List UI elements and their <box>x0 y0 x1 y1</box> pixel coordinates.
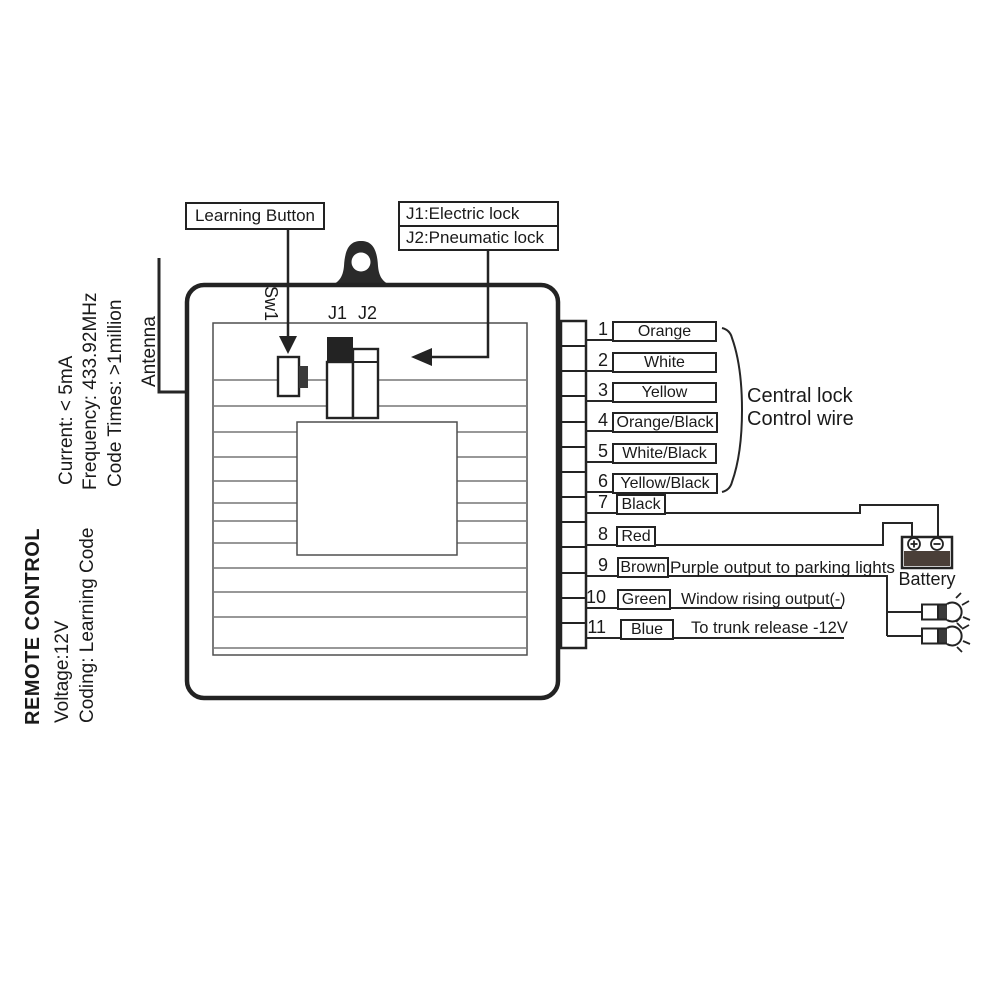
central-lock-brace <box>722 328 742 492</box>
antenna-label: Antenna <box>139 316 160 387</box>
wire-desc-parking-lights: Purple output to parking lights <box>670 558 895 577</box>
wire-label-blue: Blue <box>620 619 674 640</box>
sw1-label: Sw1 <box>261 286 281 322</box>
j2-label: J2 <box>358 303 378 323</box>
wire-num-7: 7 <box>597 492 608 512</box>
learning-button-label: Learning Button <box>194 206 316 225</box>
product-voltage: Voltage:12V <box>52 620 73 723</box>
mounting-tab-icon <box>329 241 393 286</box>
wire-label-red: Red <box>616 526 656 547</box>
j1-jumper <box>327 337 353 418</box>
antenna-wire <box>159 258 185 392</box>
battery-label: Battery <box>898 569 956 589</box>
central-lock-label-line1: Central lock <box>747 385 853 407</box>
wire-label-white-black: White/Black <box>612 443 717 464</box>
wire-num-2: 2 <box>597 350 608 370</box>
wire-num-9: 9 <box>597 555 608 575</box>
wire-num-10: 10 <box>585 587 606 607</box>
j2-jumper <box>353 349 378 418</box>
wire-label-yellow: Yellow <box>612 382 717 403</box>
wire-label-white: White <box>612 352 717 373</box>
wire-num-4: 4 <box>597 410 608 430</box>
jumper-note-line2: J2:Pneumatic lock <box>406 228 544 247</box>
bulb-icon-bottom <box>922 617 970 652</box>
product-coding: Coding: Learning Code <box>77 527 98 723</box>
wire-num-3: 3 <box>597 380 608 400</box>
product-title: REMOTE CONTROL <box>22 528 44 725</box>
wire-num-5: 5 <box>597 441 608 461</box>
jumper-note-line1: J1:Electric lock <box>400 203 557 227</box>
wire-desc-window-rising: Window rising output(-) <box>681 591 846 608</box>
spec-frequency: Frequency: 433.92MHz <box>80 292 101 490</box>
spec-code-times: Code Times: >1million <box>105 299 126 487</box>
wire-label-orange-black: Orange/Black <box>612 412 718 433</box>
wire-label-orange: Orange <box>612 321 717 342</box>
wire-desc-trunk-release: To trunk release -12V <box>691 619 848 637</box>
battery-icon <box>902 537 952 568</box>
wire-num-11: 11 <box>587 617 606 637</box>
wire-label-black: Black <box>616 494 666 515</box>
wire-num-1: 1 <box>597 319 608 339</box>
wire-num-8: 8 <box>597 524 608 544</box>
wire-label-green: Green <box>617 589 671 610</box>
wire-label-yellow-black: Yellow/Black <box>612 473 718 494</box>
j1-label: J1 <box>328 303 348 323</box>
bulb-icon-top <box>922 593 970 628</box>
spec-current: Current: < 5mA <box>56 355 77 485</box>
wire-num-6: 6 <box>597 471 608 491</box>
wire-label-brown: Brown <box>617 557 669 578</box>
jumper-note-callout <box>398 201 559 251</box>
ic-chip <box>297 422 457 555</box>
learning-button-callout <box>185 202 325 230</box>
central-lock-label-line2: Control wire <box>747 408 854 430</box>
